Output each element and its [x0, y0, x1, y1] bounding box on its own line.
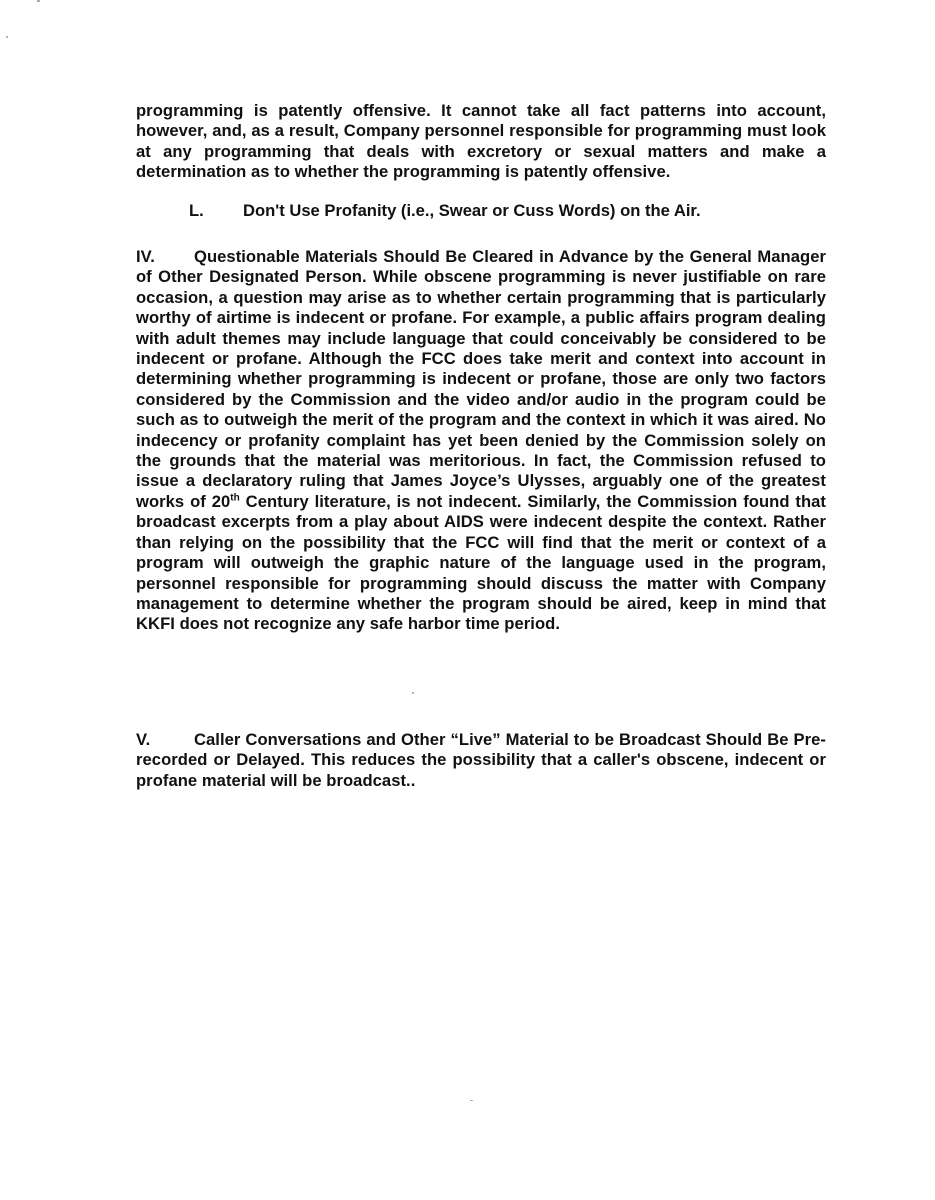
item-text: Don't Use Profanity (i.e., Swear or Cuss Words) on the Air.	[243, 201, 701, 220]
intro-paragraph: programming is patently offensive. It cannot take all fact patterns into account, however, and, as a result, Company personnel responsible for programming must look at any programming that deals with excretory or sexual matters and make a determination as to whether the programming is patently offensive.	[136, 101, 826, 182]
section-text: Caller Conversations and Other “Live” Material to be Broadcast Should Be Pre-recorded or Delayed. This reduces the possibility that a caller's obscene, indecent or profane material will be broadcast..	[136, 730, 826, 790]
section-number: IV.	[136, 247, 155, 266]
scan-speck	[6, 36, 8, 38]
section-text-part-1: Questionable Materials Should Be Cleared in Advance by the General Manager of Other Designated Person. While obscene programming is never justifiable on rare occasion, a question may arise as to whether certain programming that is particularly worthy of airtime is indecent or profane. For example, a public affairs program dealing with adult themes may include language that could conceivably be considered to be indecent or profane. Although the FCC does take merit and context into account in determining whether programming is indecent or profane, those are only two factors considered by the Commission and the video and/or audio in the program could be such as to outweigh the merit of the program and the context in which it was aired. No indecency or profanity complaint has yet been denied by the Commission solely on the grounds that the material was meritorious. In fact, the Commission refused to issue a declaratory ruling that James Joyce’s Ulysses, arguably one of the greatest works of 20	[136, 247, 826, 511]
scan-speck	[470, 1100, 473, 1101]
scan-speck	[37, 0, 40, 2]
section-v	[136, 730, 826, 791]
scan-speck	[412, 692, 414, 694]
section-number: V.	[136, 730, 151, 749]
item-marker: L.	[189, 201, 204, 220]
superscript-ordinal: th	[230, 492, 240, 504]
list-item-l	[189, 201, 829, 221]
section-text-part-2: Century literature, is not indecent. Similarly, the Commission found that broadcast excerpts from a play about AIDS were indecent despite the context. Rather than relying on the possibility that the FCC will find that the merit or context of a program will outweigh the graphic nature of the language used in the program, personnel responsible for programming should discuss the matter with Company management to determine whether the program should be aired, keep in mind that KKFI does not recognize any safe harbor time period.	[136, 491, 826, 634]
section-iv	[136, 247, 826, 635]
